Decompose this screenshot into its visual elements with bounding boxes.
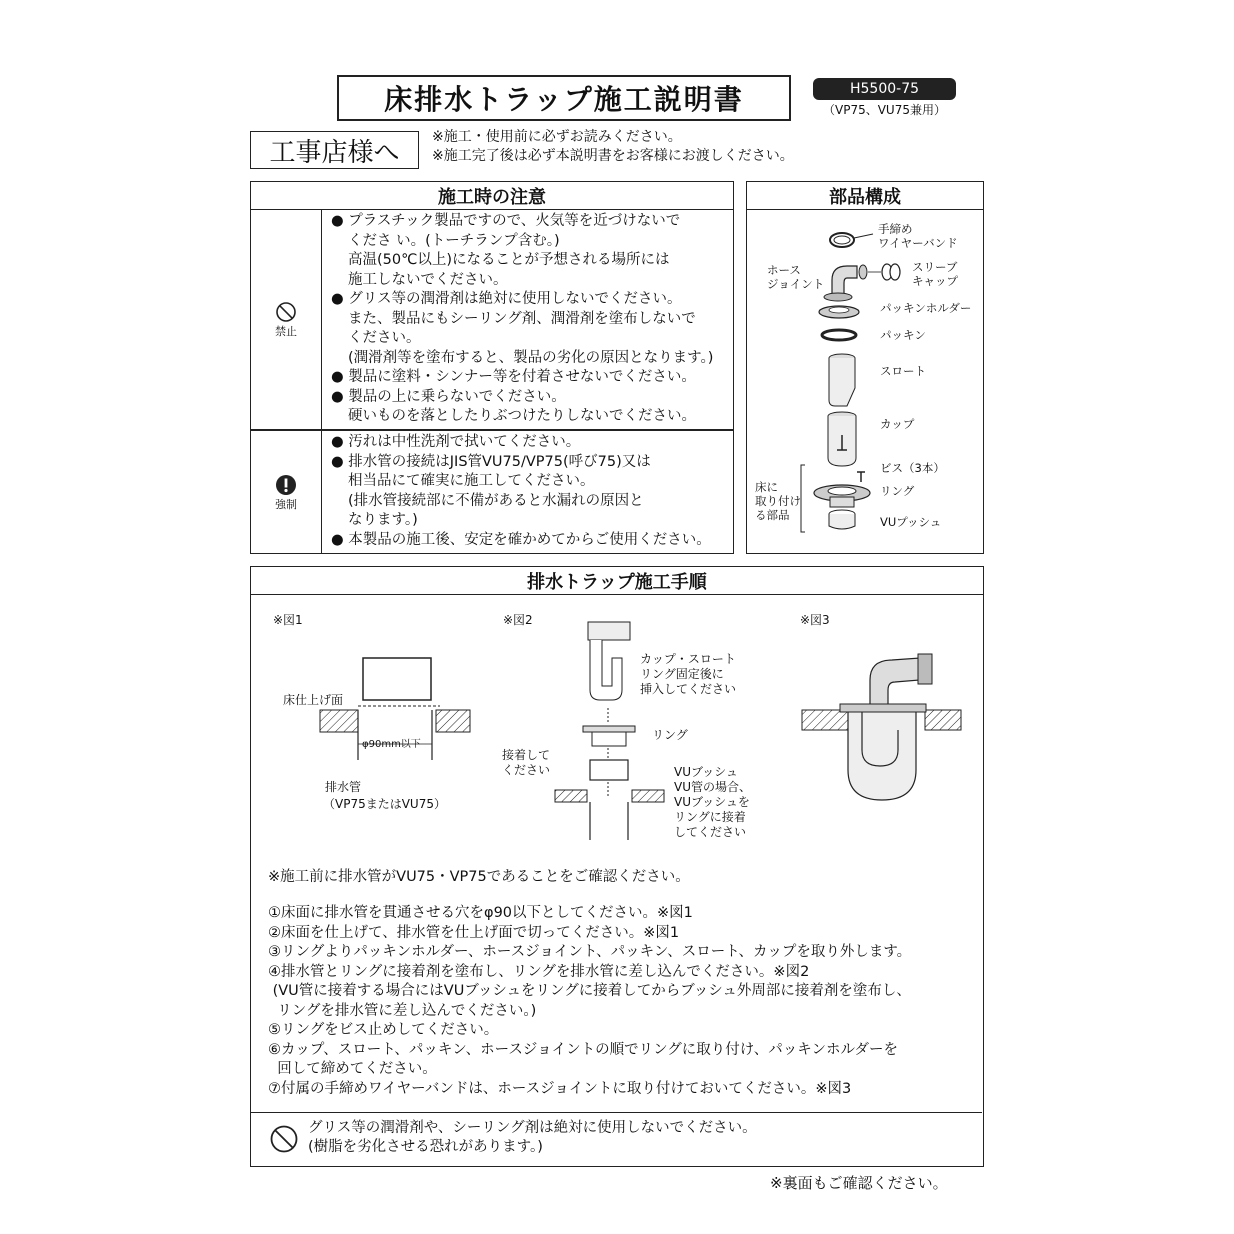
- part-throat: スロート: [880, 364, 926, 378]
- part-sleeve-cap: スリーブ キャップ: [912, 260, 958, 288]
- caution-line: ● グリス等の潤滑剤は絶対に使用しないでください。: [331, 291, 682, 307]
- step-item: ⑦付属の手締めワイヤーバンドは、ホースジョイントに取り付けておいてください。※図3: [268, 1080, 852, 1097]
- to-builder-label: 工事店様へ: [250, 131, 419, 169]
- mandatory-text: [331, 433, 727, 550]
- caution-line: 相当品にて確実に施工してください。: [348, 473, 595, 489]
- prohibited-icon: [269, 1124, 299, 1154]
- prohibited-icon: [275, 301, 297, 323]
- prohibited-label-cell: [251, 210, 322, 429]
- prohibited-row: [251, 210, 733, 430]
- fig2-caption: ※図2: [503, 613, 533, 627]
- notices: [432, 128, 794, 166]
- caution-line: くださ い。(トーチランプ含む。): [348, 232, 560, 249]
- model-compatibility: （VP75、VU75兼用）: [823, 103, 946, 117]
- warning-text: [308, 1119, 757, 1157]
- model-code-badge: H5500-75: [813, 78, 956, 100]
- mandatory-label-cell: [251, 431, 322, 554]
- part-hose-joint: ホース ジョイント: [767, 263, 825, 291]
- caution-line: 施工しないでください。: [348, 271, 508, 288]
- caution-line: また、製品にもシーリング剤、潤滑剤を塗布しないで: [348, 310, 696, 327]
- caution-line: ● プラスチック製品ですので、火気等を近づけないで: [331, 213, 681, 229]
- fig1-drain-pipe: 排水管: [325, 780, 362, 794]
- caution-line: なります。): [348, 512, 418, 528]
- part-cup: カップ: [880, 417, 915, 431]
- step-item: (VU管に接着する場合にはVUブッシュをリングに接着してからブッシュ外周部に接着剤を塗布し、: [268, 983, 911, 999]
- fig2-glue-note: 接着して ください: [502, 748, 551, 777]
- mandatory-label: 強制: [275, 497, 297, 511]
- exclamation-icon: [275, 474, 297, 496]
- parts-title: 部品構成: [747, 182, 983, 210]
- fig1-caption: ※図1: [273, 613, 303, 627]
- fig3-caption: ※図3: [800, 613, 830, 627]
- step-item: ②床面を仕上げて、排水管を仕上げ面で切ってください。※図1: [268, 924, 680, 941]
- part-vu-bush: VUプッシュ: [880, 515, 942, 529]
- part-packing: パッキン: [880, 328, 926, 342]
- step-item: リングを排水管に差し込んでください。): [268, 1002, 537, 1019]
- caution-line: ください。: [348, 330, 421, 346]
- caution-line: 高温(50℃以上)になることが予想される場所には: [348, 252, 670, 268]
- prohibited-label: 禁止: [275, 324, 297, 338]
- pre-check-note: ※施工前に排水管がVU75・VP75であることをご確認ください。: [268, 869, 690, 885]
- part-wire-band: 手締め ワイヤーバンド: [878, 222, 958, 250]
- fig1-diagram: [300, 648, 480, 798]
- notice-line: ※施工完了後は必ず本説明書をお客様にお渡しください。: [432, 148, 794, 164]
- fig1-pipe-type: （VP75またはVU75）: [323, 797, 446, 811]
- fig2-cup-throat-note: カップ・スロート リング固定後に 挿入してください: [640, 652, 737, 696]
- notice-line: ※施工・使用前に必ずお読みください。: [432, 129, 682, 145]
- step-item: 回して締めてください。: [268, 1061, 437, 1077]
- caution-line: (潤滑剤等を塗布すると、製品の劣化の原因となります。): [348, 349, 714, 366]
- part-ring: リング: [880, 484, 915, 498]
- caution-line: ● 排水管の接続はJIS管VU75/VP75(呼び75)又は: [331, 453, 651, 470]
- part-packing-holder: パッキンホルダー: [880, 301, 972, 315]
- warning-divider: [251, 1112, 982, 1113]
- prohibited-text: [331, 212, 727, 427]
- step-item: ③リングよりパッキンホルダー、ホースジョイント、パッキン、スロート、カップを取り外します。: [268, 944, 912, 960]
- step-item: ⑥カップ、スロート、パッキン、ホースジョイントの順でリングに取り付け、パッキンホルダーを: [268, 1041, 898, 1058]
- step-item: ⑤リングをビス止めしてください。: [268, 1022, 499, 1038]
- warning-line: (樹脂を劣化させる恐れがあります。): [308, 1139, 543, 1155]
- cautions-section: [250, 181, 734, 554]
- fig1-floor-finish: 床仕上げ面: [283, 693, 344, 707]
- fig1-diameter: φ90mm以下: [362, 739, 421, 750]
- step-item: ④排水管とリングに接着剤を塗布し、リングを排水管に差し込んでください。※図2: [268, 963, 810, 980]
- fig2-vu-bush-note: VUブッシュ VU管の場合、 VUブッシュを リングに接着 してください: [674, 765, 751, 839]
- caution-line: 硬いものを落としたりぶつけたりしないでください。: [348, 408, 696, 424]
- procedure-steps: [268, 904, 911, 1099]
- parts-section: [746, 181, 984, 554]
- cautions-title: 施工時の注意: [251, 182, 733, 210]
- caution-line: ● 製品に塗料・シンナー等を付着させないでください。: [331, 369, 696, 385]
- caution-line: (排水管接続部に不備があると水漏れの原因と: [348, 492, 644, 509]
- footer-note: ※裏面もご確認ください。: [770, 1174, 948, 1192]
- caution-line: ● 本製品の施工後、安定を確かめてからご使用ください。: [331, 531, 711, 548]
- fig3-installed-diagram: [800, 640, 965, 810]
- part-screw: ビス（3本）: [880, 461, 945, 475]
- document-title: 床排水トラップ施工説明書: [337, 75, 791, 121]
- caution-line: ● 製品の上に乗らないでください。: [331, 388, 566, 405]
- procedure-title: 排水トラップ施工手順: [251, 567, 983, 595]
- part-floor-parts: 床に 取り付け る部品: [755, 480, 801, 522]
- warning-line: グリス等の潤滑剤や、シーリング剤は絶対に使用しないでください。: [308, 1120, 757, 1136]
- mandatory-row: [251, 430, 733, 554]
- step-item: ①床面に排水管を貫通させる穴をφ90以下としてください。※図1: [268, 905, 693, 921]
- caution-line: ● 汚れは中性洗剤で拭いてください。: [331, 434, 581, 450]
- fig2-ring-label: リング: [652, 728, 688, 742]
